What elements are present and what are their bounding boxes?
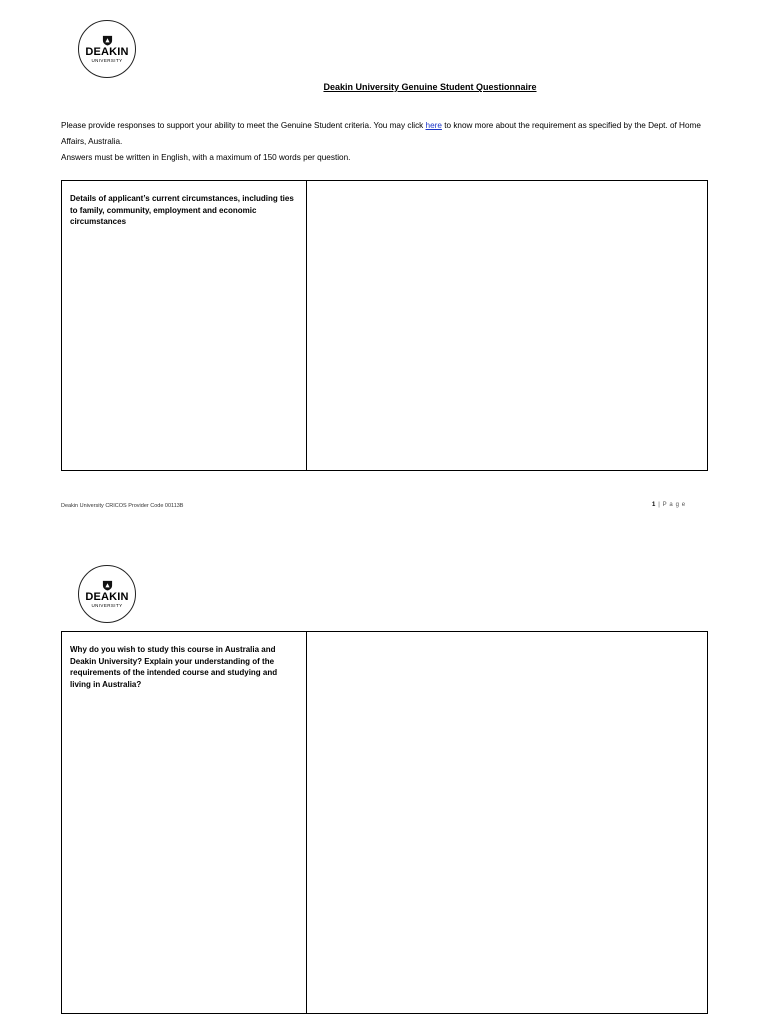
question-table-1 (61, 180, 708, 471)
question-table-2 (61, 631, 708, 1014)
logo-name: DEAKIN (85, 45, 129, 58)
shield-icon (102, 35, 113, 46)
shield-icon (102, 580, 113, 591)
requirement-link[interactable]: here (425, 121, 442, 130)
page-number: 1 (652, 502, 656, 508)
logo-subtitle: UNIVERSITY (91, 57, 123, 63)
answer-cell-2[interactable] (307, 632, 707, 1013)
intro-text-continued: to know more about the requirement as specified by the Dept. of Home Affairs, Australia. (61, 121, 701, 146)
footer-page-number (652, 502, 686, 508)
intro-text: Please provide responses to support your ability to meet the Genuine Student criteria. You may click (61, 121, 426, 130)
deakin-logo-page-2 (78, 565, 136, 623)
question-cell-1: Details of applicant’s current circumstances, including ties to family, community, employment and economic circumstances (62, 181, 307, 470)
page-label: | P a g e (655, 502, 686, 508)
word-limit-note: Answers must be written in English, with a maximum of 150 words per question. (61, 153, 351, 162)
logo-name: DEAKIN (85, 590, 129, 603)
deakin-logo (78, 20, 136, 78)
document-title: Deakin University Genuine Student Questionnaire (323, 82, 537, 92)
footer-provider-code: Deakin University CRICOS Provider Code 00113B (61, 503, 184, 509)
answer-cell-1[interactable] (307, 181, 707, 470)
logo-subtitle: UNIVERSITY (91, 602, 123, 608)
question-cell-2: Why do you wish to study this course in Australia and Deakin University? Explain your understanding of the requirements of the intended course and studying and living in Australia? (62, 632, 307, 1013)
intro-paragraph (61, 118, 716, 150)
